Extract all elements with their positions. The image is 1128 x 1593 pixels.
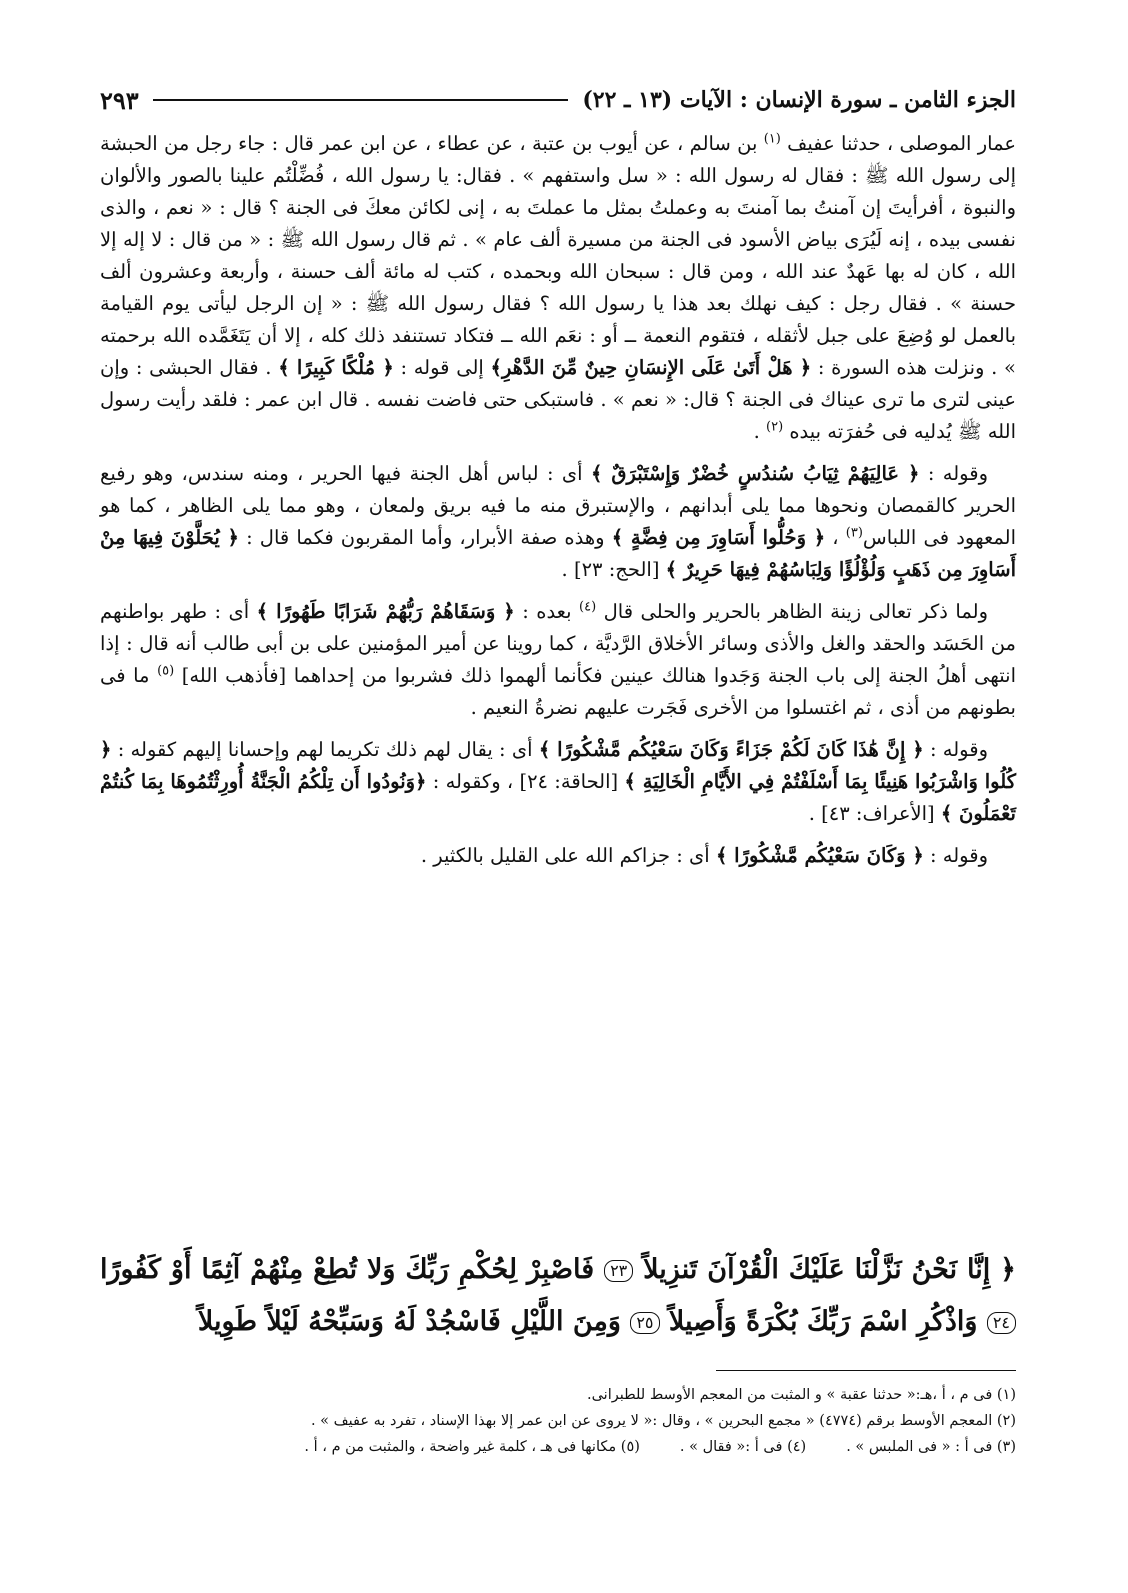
text-run: وقوله : bbox=[923, 738, 988, 761]
footnote-3: (٣) فى أ : « فى الملبس » . bbox=[846, 1439, 1016, 1455]
header-rule bbox=[153, 99, 569, 101]
quran-quote: ﴿ مُلْكًا كَبِيرًا ﴾ bbox=[278, 356, 394, 379]
quran-quote: ﴿ يُحَلَّوْنَ فِيهَا مِنْ أَسَاوِرَ مِن ذَهَبٍ وَلُؤْلُؤًا وَلِبَاسُهُمْ فِيهَا حَرِيرٌ ﴾ bbox=[100, 526, 1016, 581]
page-number: ٢٩٣ bbox=[100, 85, 139, 115]
text-run: ما فى بطونهم من أذى ، ثم اغتسلوا من الأخرى فَجَرت عليهم نضرةُ النعيم . bbox=[100, 664, 1016, 719]
text-run: [الحاقة: ٢٤] ، وكقوله : bbox=[426, 770, 625, 793]
footnote-ref: (٤) bbox=[579, 599, 597, 615]
quran-quote: ﴿ إِنَّ هَٰذَا كَانَ لَكُمْ جَزَاءً وَكَانَ سَعْيُكُم مَّشْكُورًا ﴾ bbox=[538, 738, 924, 761]
verse-number-marker: ٢٣ bbox=[604, 1260, 633, 1282]
paragraph bbox=[100, 734, 1016, 830]
footnote-2: (٢) المعجم الأوسط برقم (٤٧٧٤) « مجمع البحرين » ، وقال :« لا يروى عن ابن عمر إلا بهذا الإسناد ، تفرد به عفيف » . bbox=[310, 1413, 1016, 1429]
quran-quote: ﴿ هَلْ أَتَىٰ عَلَى الإِنسَانِ حِينٌ مِّنَ الدَّهْرِ﴾ bbox=[490, 356, 812, 379]
text-run: أى : طهر بواطنهم من الحَسَد والحقد والغل والأذى وسائر الأخلاق الرَّديَّة ، كما روينا عن أمير المؤمنين على بن أبى طالب أنه قال : إذا انتهى أهلُ الجنة إلى باب الجنة وَجَدوا هنالك عينين فكأنما ألهموا ذلك فشربوا من إحداهما [فأذهب الله] bbox=[100, 600, 1016, 687]
text-run: أى : جزاكم الله على القليل بالكثير . bbox=[420, 844, 716, 867]
paragraph bbox=[100, 128, 1016, 448]
quran-quote: ﴿ عَالِيَهُمْ ثِيَابُ سُندُسٍ خُضْرٌ وَإِسْتَبْرَقٌ ﴾ bbox=[590, 462, 920, 485]
running-title: الجزء الثامن ـ سورة الإنسان : الآيات (١٣ ـ ٢٢) bbox=[582, 87, 1016, 113]
text-run: وهذه صفة الأبرار، وأما المقربون فكما قال : bbox=[238, 526, 612, 549]
text-run: [الحج: ٢٣] . bbox=[561, 558, 666, 581]
text-run: وَاذْكُرِ اسْمَ رَبِّكَ بُكْرَةً وَأَصِيلاً bbox=[659, 1306, 987, 1337]
text-run: إلى قوله : bbox=[393, 356, 491, 379]
footnote-1: (١) فى م ، أ ،هـ:« حدثنا عقبة » و المثبت من المعجم الأوسط للطبرانى. bbox=[586, 1387, 1016, 1403]
verse-number-marker: ٢٤ bbox=[987, 1312, 1016, 1334]
text-run: أى : يقال لهم ذلك تكريما لهم وإحسانا إليهم كقوله : bbox=[111, 738, 539, 761]
text-run: عمار الموصلى ، حدثنا عفيف bbox=[780, 132, 1016, 155]
text-run: . فقال الحبشى : وإن عينى لترى ما ترى عيناك فى الجنة ؟ قال: « نعم » . فاستبكى حتى فاضت نفسه . قال ابن عمر : فلقد رأيت رسول الله ﷺ يُدليه فى حُفرَته بيده bbox=[100, 356, 1016, 443]
footnote-4: (٤) فى أ :« فقال » . bbox=[679, 1439, 807, 1455]
text-run: [الأعراف: ٤٣] . bbox=[808, 802, 941, 825]
text-run: وقوله : bbox=[923, 844, 988, 867]
text-run: بن سالم ، عن أيوب بن عتبة ، عن عطاء ، عن ابن عمر قال : جاء رجل من الحبشة إلى رسول الله ﷺ : فقال له رسول الله : « سل واستفهم » . فقال: يا رسول الله ، فُضِّلْتُم علينا بالصور والألوان والنبوة ، أفرأيتَ إن آمنتُ بما آمنتَ به وعملتُ بمثل ما عملتَ به ، إنى لكائن معكَ فى الجنة ؟ قال : « نعم ، والذى نفسى بيده ، إنه لَيُرَى بياض الأسود فى الجنة من مسيرة ألف عام » . ثم قال رسول الله ﷺ : « من قال : لا إله إلا الله ، كان له بها عَهدٌ عند الله ، ومن قال : سبحان الله وبحمده ، كتب له مائة ألف حسنة ، وأربعة وعشرون ألف حسنة » . فقال رجل : كيف نهلك بعد هذا يا رسول الله ؟ فقال رسول الله ﷺ : « إن الرجل ليأتى يوم القيامة بالعمل لو وُضِعَ على جبل لأثقله ، فتقوم النعمة ــ أو : نعَم الله ــ فتكاد تستنفد ذلك كله ، إلا أن يَتَغَمَّده الله برحمته » . ونزلت هذه السورة : bbox=[100, 132, 1016, 379]
paragraph bbox=[100, 840, 1016, 872]
text-run: فَاصْبِرْ لِحُكْمِ رَبِّكَ وَلا تُطِعْ مِنْهُمْ آثِمًا أَوْ كَفُورًا bbox=[100, 1254, 605, 1285]
quran-quote: ﴿وَنُودُوا أَن تِلْكُمُ الْجَنَّةُ أُورِثْتُمُوهَا بِمَا كُنتُمْ تَعْمَلُونَ ﴾ bbox=[100, 770, 1016, 825]
footnote-ref: (٢) bbox=[766, 419, 784, 435]
footnote-ref: (١) bbox=[763, 131, 781, 147]
footnote-5: (٥) مكانها فى هـ ، كلمة غير واضحة ، والمثبت من م ، أ . bbox=[304, 1439, 640, 1455]
text-run: وَمِنَ اللَّيْلِ فَاسْجُدْ لَهُ وَسَبِّحْهُ لَيْلاً طَوِيلاً bbox=[197, 1306, 631, 1337]
quran-verses-block bbox=[100, 1244, 1016, 1348]
verse-number-marker: ٢٥ bbox=[630, 1312, 659, 1334]
text-run: أى : لباس أهل الجنة فيها الحرير ، ومنه سندس، وهو رفيع الحرير كالقمصان ونحوها مما يلى أبدانهم ، والإستبرق منه ما فيه بريق ولمعان ، وهو مما يلى الظاهر ، كما هو المعهود فى اللباس bbox=[100, 462, 1016, 549]
running-header bbox=[100, 82, 1016, 118]
footnote-ref: (٥) bbox=[157, 663, 175, 679]
quran-quote: ﴿ وَسَقَاهُمْ رَبُّهُمْ شَرَابًا طَهُورًا ﴾ bbox=[256, 600, 515, 623]
footnote-ref: (٣) bbox=[845, 525, 863, 541]
commentary-body bbox=[100, 128, 1016, 872]
footnotes bbox=[100, 1382, 1016, 1460]
text-run: ولما ذكر تعالى زينة الظاهر بالحرير والحلى قال bbox=[596, 600, 988, 623]
text-run: ﴿ إِنَّا نَحْنُ نَزَّلْنَا عَلَيْكَ الْقُرْآنَ تَنزِيلاً bbox=[633, 1254, 1016, 1285]
text-run: . bbox=[753, 420, 766, 443]
text-run: بعده : bbox=[514, 600, 579, 623]
text-run: ، bbox=[825, 526, 846, 549]
footnote-separator bbox=[716, 1370, 1016, 1371]
quran-quote: ﴿ وَحُلُّوا أَسَاوِرَ مِن فِضَّةٍ ﴾ bbox=[611, 526, 826, 549]
text-run: وقوله : bbox=[919, 462, 988, 485]
paragraph bbox=[100, 596, 1016, 724]
quran-quote: ﴿ وَكَانَ سَعْيُكُم مَّشْكُورًا ﴾ bbox=[715, 844, 924, 867]
paragraph bbox=[100, 458, 1016, 586]
footnote-row-3 bbox=[100, 1434, 1016, 1460]
quran-quote: ﴿ كُلُوا وَاشْرَبُوا هَنِيئًا بِمَا أَسْلَفْتُمْ فِي الأَيَّامِ الْخَالِيَةِ ﴾ bbox=[100, 738, 1016, 793]
